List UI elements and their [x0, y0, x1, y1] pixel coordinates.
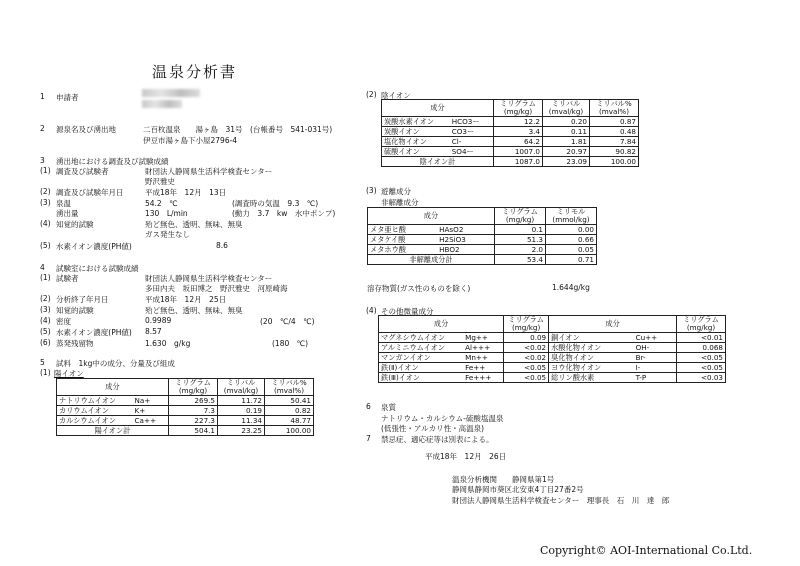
s3-r3-num: (3): [40, 198, 51, 207]
trace-num: (4): [366, 306, 377, 315]
table-row: 塩化物イオン Cl- 64.2 1.81 7.84: [382, 137, 639, 147]
s3-r1-value2: 野沢雅史: [145, 177, 175, 186]
s1-num: 1: [40, 92, 45, 101]
source-name: 二百枚温泉 湯ヶ島 31号 (台帳番号 541-031号): [143, 125, 333, 134]
s3-num: 3: [40, 156, 45, 165]
s3-r4-num: (4): [40, 219, 51, 228]
table-row: カリウムイオン K+ 7.3 0.19 0.82: [57, 406, 314, 416]
cation-title: 陽イオン: [54, 369, 84, 378]
s3-heading: 湧出地における調査及び試験成績: [56, 157, 169, 166]
spring-type-detail: (低張性・アルカリ性・高温泉): [381, 424, 485, 433]
table-row: メタケイ酸 H2SiO3 51.3 0.66: [368, 235, 597, 245]
s4-r6-value: 1.630 g/kg: [145, 339, 191, 348]
s4-r5-label: 水素イオン濃度(PH値): [56, 328, 132, 337]
free-table: 成分 ミリグラム (mg/kg) ミリモル (mmol/kg) メタ亜ヒ酸 HAsO2 0.1 0.00 メタケイ酸 H2SiO3 51.3 0.66 メタホウ酸 HBO2 2.0 0.05 非解離成分計 53.4 0.71: [367, 207, 597, 265]
s3-r1-num: (1): [40, 166, 51, 175]
s4-r3-label: 知覚的試験: [56, 306, 94, 315]
org-line-2: 静岡県静岡市葵区北安東4丁目27番2号: [452, 485, 584, 494]
s5-num: 5: [40, 358, 45, 367]
s3-r3b-value: 130 L/min: [145, 209, 188, 218]
s4-r6-num: (6): [40, 338, 51, 347]
s4-r6-label: 蒸発残留物: [56, 339, 94, 348]
table-row: カルシウムイオン Ca++ 227.3 11.34 48.77: [57, 416, 314, 426]
s3-r1-label: 調査及び試験者: [56, 167, 109, 176]
anion-table: 成分 ミリグラム (mg/kg) ミリバル (mval/kg) ミリバル% (mval%) 炭酸水素イオン HCO3ー 12.2 0.20 0.87 炭酸イオン CO3ー 3.4 0.11 0.48 塩化物イオン Cl- 64.2 1.81 7.84 硫酸イオン SO4ー 1007.0 20.97 90.82 陰イオン計 1087.0 23.09 100.00: [381, 99, 639, 167]
s3-r4-value2: ガス発生なし: [145, 230, 190, 239]
applicant-redacted: [142, 89, 200, 99]
table-row: マンガンイオン Mn++ <0.02 臭化物イオン Br- <0.05: [379, 353, 726, 363]
trace-title: その他微量成分: [381, 307, 434, 316]
s4-num: 4: [40, 263, 45, 272]
cation-h-name: 成分: [57, 379, 169, 396]
s4-r4-value: 0.9989: [145, 316, 172, 325]
s6-num: 6: [366, 402, 371, 411]
s5-sub-num: (1): [40, 368, 51, 377]
s3-r4-label: 知覚的試験: [56, 220, 94, 229]
dissolved-value: 1.644g/kg: [552, 283, 590, 292]
s2-label: 源泉名及び湧出地: [56, 125, 116, 134]
org-line-3: 財団法人静岡県生活科学検査センター 理事長 石 川 達 郎: [452, 496, 670, 505]
table-row: アルミニウムイオン Al+++ <0.02 水酸化物イオン OH- 0.068: [379, 343, 726, 353]
copyright: Copyright© AOI-International Co.Ltd.: [540, 544, 753, 557]
s3-r2-num: (2): [40, 187, 51, 196]
table-row: 鉄(Ⅲ)イオン Fe+++ <0.05 総リン酸水素 T-P <0.03: [379, 373, 726, 383]
table-row: メタ亜ヒ酸 HAsO2 0.1 0.00: [368, 225, 597, 235]
spring-type: ナトリウム・カルシウム-硫酸塩温泉: [381, 414, 504, 423]
issue-date: 平成18年 12月 26日: [425, 452, 507, 461]
s5-heading: 試料 1kg中の成分、分量及び組成: [56, 359, 175, 368]
table-row: 鉄(Ⅱ)イオン Fe++ <0.05 ヨウ化物イオン I- <0.05: [379, 363, 726, 373]
table-row: メタホウ酸 HBO2 2.0 0.05: [368, 245, 597, 255]
s3-r2-label: 調査及び試験年月日: [56, 188, 124, 197]
table-row: ナトリウムイオン Na+ 269.5 11.72 50.41: [57, 396, 314, 406]
s4-r2-num: (2): [40, 294, 51, 303]
s4-r5-value: 8.57: [145, 327, 162, 336]
s3-r5-value: 8.6: [216, 241, 228, 250]
s7-num: 7: [366, 434, 371, 443]
s4-r2-label: 分析終了年月日: [56, 295, 109, 304]
s4-heading: 試験室における試験成績: [56, 264, 139, 273]
s3-r3-note: (調査時の気温 9.3 ℃): [232, 199, 319, 208]
anion-title: 陰イオン: [381, 91, 411, 100]
total-row: 陰イオン計 1087.0 23.09 100.00: [382, 157, 639, 167]
s3-r3b-note: (動力 3.7 kw 水中ポンプ): [232, 209, 336, 218]
s4-r1-value2: 多田内夫 坂田博之 野沢雅史 河原崎海: [145, 284, 288, 293]
s7-label: 禁忌症、適応症等は別表による。: [381, 435, 494, 444]
s6-label: 泉質: [381, 403, 396, 412]
s4-r2-value: 平成18年 12月 25日: [145, 295, 227, 304]
s4-r6-note: (180 ℃): [272, 339, 309, 348]
s3-r3-label: 泉温: [56, 199, 71, 208]
total-row: 陽イオン計 504.1 23.25 100.00: [57, 426, 314, 436]
free-num: (3): [366, 186, 377, 195]
s4-r3-value: 殆ど無色、透明、無味、無臭: [145, 306, 243, 315]
s2-num: 2: [40, 124, 45, 133]
s3-r2-value: 平成18年 12月 13日: [145, 188, 227, 197]
s3-r5-label: 水素イオン濃度(PH値): [56, 242, 132, 251]
s4-r4-note: (20 ℃/4 ℃): [260, 317, 315, 326]
table-row: 炭酸イオン CO3ー 3.4 0.11 0.48: [382, 127, 639, 137]
s3-r3-value: 54.2 ℃: [145, 199, 178, 208]
s3-r1-value: 財団法人静岡県生活科学検査センター: [145, 167, 273, 176]
org-line-1: 温泉分析機関 静岡県第1号: [452, 475, 555, 484]
page-title: 温泉分析書: [152, 63, 238, 81]
s3-r4-value: 殆ど無色、透明、無味、無臭: [145, 220, 243, 229]
s4-r1-num: (1): [40, 273, 51, 282]
free-sub: 非解離成分: [381, 198, 419, 207]
dissolved-label: 溶存物質(ガス性のものを除く): [367, 284, 471, 293]
s4-r4-num: (4): [40, 316, 51, 325]
s3-r5-num: (5): [40, 241, 51, 250]
free-title: 遊離成分: [381, 187, 411, 196]
s1-label: 申請者: [56, 93, 79, 102]
total-row: 非解離成分計 53.4 0.71: [368, 255, 597, 265]
s4-r1-label: 試験者: [56, 274, 79, 283]
trace-table: 成分 ミリグラム (mg/kg) 成分 ミリグラム (mg/kg) マグネシウムイオン Mg++ 0.09 銅イオン Cu++ <0.01 アルミニウムイオン Al+++ <0.02 水酸化物イオン OH- 0.068 マンガンイオン Mn++ <0.02 臭化物イオン Br- <0.05 鉄(Ⅱ)イオン Fe++ <0.05 ヨウ化物イオン I- <0.05 鉄(Ⅲ)イオン Fe+++ <0.05 総リン酸水素 T-P <0.03: [378, 315, 726, 383]
source-address: 伊豆市湯ヶ島下小屋2796-4: [143, 136, 238, 145]
s4-r1-value: 財団法人静岡県生活科学検査センター: [145, 274, 273, 283]
s3-r3b-label: 湧出量: [56, 209, 79, 218]
s4-r5-num: (5): [40, 327, 51, 336]
s4-r3-num: (3): [40, 305, 51, 314]
table-row: マグネシウムイオン Mg++ 0.09 銅イオン Cu++ <0.01: [379, 333, 726, 343]
cation-table: 成分 ミリグラム (mg/kg) ミリバル (mval/kg) ミリバル% (mval%) ナトリウムイオン Na+ 269.5 11.72 50.41 カリウムイオン K+ 7.3 0.19 0.82 カルシウムイオン Ca++ 227.3 11.34 48.77 陽イオン計 504.1 23.25 100.00: [56, 378, 314, 436]
table-row: 硫酸イオン SO4ー 1007.0 20.97 90.82: [382, 147, 639, 157]
s4-r4-label: 密度: [56, 317, 71, 326]
anion-num: (2): [366, 90, 377, 99]
table-row: 炭酸水素イオン HCO3ー 12.2 0.20 0.87: [382, 117, 639, 127]
applicant-redacted-2: [142, 100, 182, 110]
